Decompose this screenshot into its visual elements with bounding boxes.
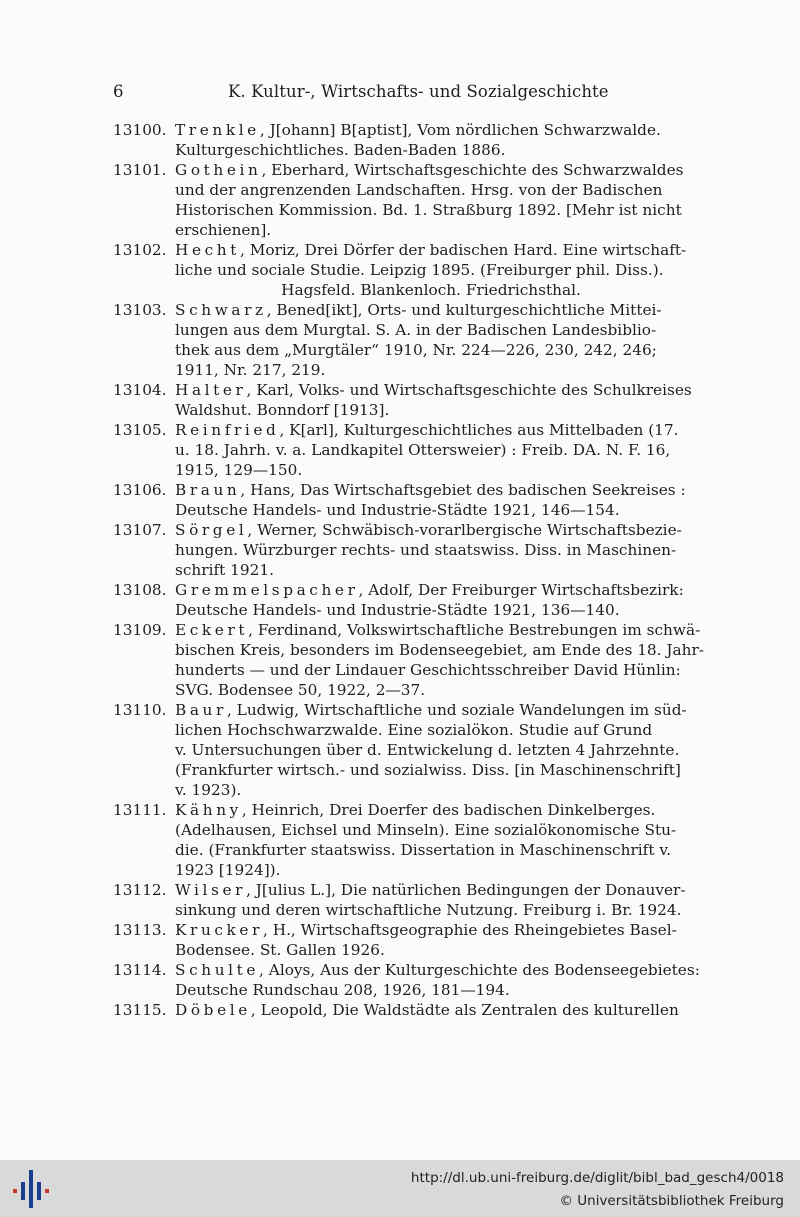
entry-line: erschienen]. — [175, 221, 272, 239]
entry-number: 13113. — [113, 921, 167, 939]
entry-number: 13100. — [113, 121, 167, 139]
entry-line: Deutsche Handels- und Industrie-Städte 1921, 136—140. — [175, 601, 620, 619]
entry-line: Historischen Kommission. Bd. 1. Straßburg 1892. [Mehr ist nicht — [175, 201, 682, 219]
entry-number: 13102. — [113, 241, 167, 259]
entry-number: 13107. — [113, 521, 167, 539]
bibliography-entry — [113, 520, 687, 580]
entry-author: Gothein — [175, 161, 262, 179]
footer-bar — [0, 1160, 800, 1217]
entry-line: hunderts — und der Lindauer Geschichtsschreiber David Hünlin: — [175, 661, 681, 679]
bibliography-entry — [113, 380, 692, 420]
bibliography-entry — [113, 880, 687, 920]
bibliography-entry — [113, 800, 687, 880]
entry-number: 13103. — [113, 301, 167, 319]
entry-number: 13109. — [113, 621, 167, 639]
entry-number: 13106. — [113, 481, 167, 499]
entry-line: Bodensee. St. Gallen 1926. — [175, 941, 385, 959]
entry-number: 13104. — [113, 381, 167, 399]
entry-line: lungen aus dem Murgtal. S. A. in der Badischen Landesbiblio- — [175, 321, 657, 339]
entry-line — [175, 880, 687, 900]
entry-line: und der angrenzenden Landschaften. Hrsg. von der Badischen — [175, 181, 663, 199]
entry-author: Baur — [175, 701, 227, 719]
entry-author: Wilser — [175, 881, 247, 899]
entry-number: 13111. — [113, 801, 167, 819]
entry-text: , Adolf, Der Freiburger Wirtschaftsbezirk: — [358, 581, 684, 599]
entry-author: Reinfried — [175, 421, 280, 439]
bibliography-entry — [113, 480, 687, 520]
entry-number: 13114. — [113, 961, 167, 979]
entry-author: Gremmelspacher — [175, 581, 359, 599]
entry-author: Schulte — [175, 961, 260, 979]
entry-line: v. 1923). — [175, 781, 242, 799]
entry-author: Schwarz — [175, 301, 267, 319]
entry-line — [175, 920, 687, 940]
bibliography-entry — [113, 120, 687, 160]
entry-line — [175, 960, 700, 980]
running-head: K. Kultur-, Wirtschafts- und Sozialgeschichte — [228, 82, 609, 101]
entry-text: , J[ulius L.], Die natürlichen Bedingungen der Donauver- — [246, 881, 686, 899]
entry-line — [175, 620, 701, 640]
entry-line: Deutsche Rundschau 208, 1926, 181—194. — [175, 981, 510, 999]
entry-line — [175, 380, 692, 400]
entry-line: lichen Hochschwarzwalde. Eine sozialökon. Studie auf Grund — [175, 721, 653, 739]
ub-freiburg-logo-icon — [10, 1168, 52, 1210]
entry-text: , Werner, Schwäbisch-vorarlbergische Wirtschaftsbezie- — [247, 521, 682, 539]
entry-number: 13115. — [113, 1001, 167, 1019]
entry-text: , Leopold, Die Waldstädte als Zentralen des kulturellen — [250, 1001, 679, 1019]
entry-number: 13101. — [113, 161, 167, 179]
entry-text: , Eberhard, Wirtschaftsgeschichte des Schwarzwaldes — [261, 161, 684, 179]
bibliography-entry — [113, 240, 687, 280]
bibliography-entry — [113, 700, 687, 800]
entry-line: liche und sociale Studie. Leipzig 1895. (Freiburger phil. Diss.). — [175, 261, 664, 279]
bibliography-entry — [113, 160, 687, 240]
entry-line: v. Untersuchungen über d. Entwickelung d. letzten 4 Jahrzehnte. — [175, 741, 680, 759]
page-header — [0, 82, 800, 108]
entry-line: u. 18. Jahrh. v. a. Landkapitel Ottersweier) : Freib. DA. N. F. 16, — [175, 441, 671, 459]
bibliography-list — [113, 120, 704, 1020]
bibliography-entry — [113, 960, 700, 1000]
entry-line — [175, 800, 687, 820]
entry-text: , Ferdinand, Volkswirtschaftliche Bestrebungen im schwä- — [248, 621, 701, 639]
entry-line: 1911, Nr. 217, 219. — [175, 361, 326, 379]
entry-line: SVG. Bodensee 50, 1922, 2—37. — [175, 681, 426, 699]
entry-line: bischen Kreis, besonders im Bodenseegebiet, am Ende des 18. Jahr- — [175, 641, 704, 659]
entry-text: , J[ohann] B[aptist], Vom nördlichen Schwarzwalde. — [259, 121, 661, 139]
entry-author: Eckert — [175, 621, 249, 639]
entry-line — [175, 160, 687, 180]
entry-number: 13110. — [113, 701, 167, 719]
entry-line — [175, 1000, 687, 1020]
entry-line: Deutsche Handels- und Industrie-Städte 1921, 146—154. — [175, 501, 620, 519]
entry-line: Waldshut. Bonndorf [1913]. — [175, 401, 390, 419]
entry-author: Halter — [175, 381, 247, 399]
bibliography-entry — [113, 920, 687, 960]
entry-line — [175, 420, 687, 440]
source-url-link[interactable]: http://dl.ub.uni-freiburg.de/diglit/bibl_bad_gesch4/0018 — [410, 1170, 784, 1186]
entry-line — [175, 580, 687, 600]
entry-line: die. (Frankfurter staatswiss. Dissertation in Maschinenschrift v. — [175, 841, 672, 859]
entry-text: , Bened[ikt], Orts- und kulturgeschichtliche Mittei- — [266, 301, 662, 319]
entry-author: Krucker — [175, 921, 263, 939]
entry-line: 1923 [1924]). — [175, 861, 281, 879]
entry-text: , Ludwig, Wirtschaftliche und soziale Wandelungen im süd- — [226, 701, 687, 719]
entry-author: Döbele — [175, 1001, 251, 1019]
entry-text: , Hans, Das Wirtschaftsgebiet des badischen Seekreises : — [240, 481, 686, 499]
entry-text: , H., Wirtschaftsgeographie des Rheingebietes Basel- — [263, 921, 677, 939]
entry-line — [175, 300, 687, 320]
entry-text: , Heinrich, Drei Doerfer des badischen Dinkelberges. — [241, 801, 656, 819]
entry-line: schrift 1921. — [175, 561, 274, 579]
entry-text: , Aloys, Aus der Kulturgeschichte des Bodenseegebietes: — [259, 961, 700, 979]
entry-number: 13108. — [113, 581, 167, 599]
bibliography-entry — [113, 620, 704, 700]
entry-text: , Moriz, Drei Dörfer der badischen Hard. Eine wirtschaft- — [239, 241, 687, 259]
entry-line — [175, 700, 687, 720]
entry-line: sinkung und deren wirtschaftliche Nutzung. Freiburg i. Br. 1924. — [175, 901, 682, 919]
entry-line: Kulturgeschichtliches. Baden-Baden 1886. — [175, 141, 506, 159]
entry-line — [175, 480, 687, 500]
entry-line: 1915, 129—150. — [175, 461, 303, 479]
entry-author: Braun — [175, 481, 241, 499]
entry-number: 13105. — [113, 421, 167, 439]
entry-line — [175, 520, 687, 540]
copyright-text: © Universitätsbibliothek Freiburg — [559, 1193, 784, 1209]
bibliography-entry — [113, 420, 687, 480]
bibliography-entry — [113, 580, 687, 620]
entry-text: , K[arl], Kulturgeschichtliches aus Mittelbaden (17. — [279, 421, 679, 439]
entry-line: hungen. Würzburger rechts- und staatswiss. Diss. in Maschinen- — [175, 541, 677, 559]
entry-author: Hecht — [175, 241, 240, 259]
entry-line: (Adelhausen, Eichsel und Minseln). Eine sozialökonomische Stu- — [175, 821, 677, 839]
entry-line — [175, 120, 687, 140]
entry-subnote: Hagsfeld. Blankenloch. Friedrichsthal. — [281, 281, 581, 299]
page-number: 6 — [113, 82, 124, 101]
entry-author: Sörgel — [175, 521, 248, 539]
entry-line — [175, 240, 687, 260]
entry-line: (Frankfurter wirtsch.- und sozialwiss. Diss. [in Maschinenschrift] — [175, 761, 681, 779]
bibliography-entry — [113, 1000, 687, 1020]
entry-number: 13112. — [113, 881, 167, 899]
entry-text: , Karl, Volks- und Wirtschaftsgeschichte des Schulkreises — [246, 381, 692, 399]
bibliography-entry — [113, 300, 687, 380]
entry-author: Kähny — [175, 801, 242, 819]
entry-author: Trenkle — [175, 121, 260, 139]
entry-line: thek aus dem „Murgtäler“ 1910, Nr. 224—226, 230, 242, 246; — [175, 341, 657, 359]
